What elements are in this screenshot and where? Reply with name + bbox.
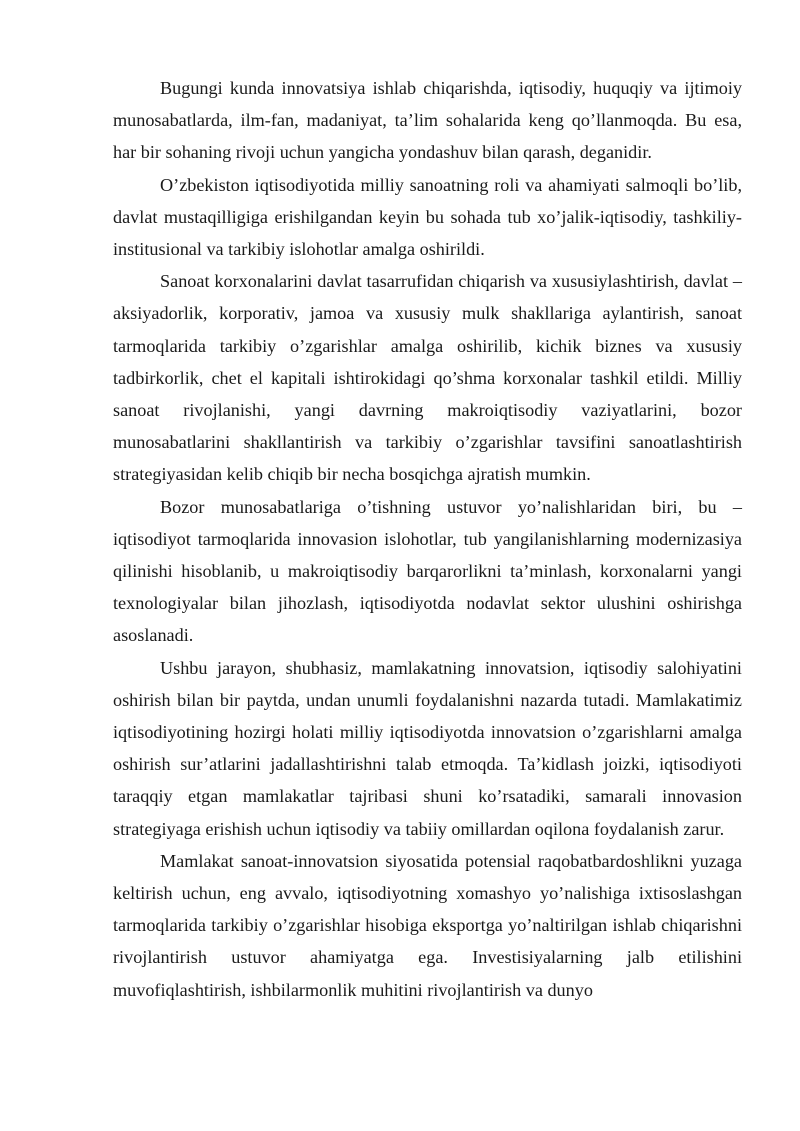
paragraph-3: Sanoat korxonalarini davlat tasarrufidan chiqarish va xususiylashtirish, davlat – aksiyadorlik, korporativ, jamoa va xususiy mulk shakllariga aylantirish, sanoat tarmoqlarida tarkibiy o’zgarishlar amalga oshirilib, kichik biznes va xususiy tadbirkorlik, chet el kapitali ishtirokidagi qo’shma korxonalar tashkil etildi. Milliy sanoat rivojlanishi, yangi davrning makroiqtisodiy vaziyatlarini, bozor munosabatlarini shakllantirish va tarkibiy o’zgarishlar tavsifini sanoatlashtirish strategiyasidan kelib chiqib bir necha bosqichga ajratish mumkin. [113, 271, 742, 485]
paragraph-2: O’zbekiston iqtisodiyotida milliy sanoatning roli va ahamiyati salmoqli bo’lib, davlat mustaqilligiga erishilgandan keyin bu sohada tub xo’jalik-iqtisodiy, tashkiliy- institusional va tarkibiy islohotlar amalga oshirildi. [113, 174, 742, 260]
paragraph-5: Ushbu jarayon, shubhasiz, mamlakatning innovatsion, iqtisodiy salohiyatini oshirish bilan bir paytda, undan unumli foydalanishni nazarda tutadi. Mamlakatimiz iqtisodiyotining hozirgi holati milliy iqtisodiyotda innovatsion o’zgarishlarni amalga oshirish sur’atlarini jadallashtirishni talab etmoqda. Ta’kidlash joizki, iqtisodiyoti taraqqiy etgan mamlakatlar tajribasi shuni ko’rsatadiki, samarali innovasion strategiyaga erishish uchun iqtisodiy va tabiiy omillardan oqilona foydalanish zarur. [113, 657, 742, 839]
document-page [113, 72, 742, 1006]
paragraph-1: Bugungi kunda innovatsiya ishlab chiqarishda, iqtisodiy, huquqiy va ijtimoiy munosabatlarda, ilm-fan, madaniyat, ta’lim sohalarida keng qo’llanmoqda. Bu esa, har bir sohaning rivoji uchun yangicha yondashuv bilan qarash, deganidir. [113, 78, 742, 163]
paragraph-6: Mamlakat sanoat-innovatsion siyosatida potensial raqobatbardoshlikni yuzaga keltirish uchun, eng avvalo, iqtisodiyotning xomashyo yo’nalishiga ixtisoslashgan tarmoqlarida tarkibiy o’zgarishlar hisobiga eksportga yo’naltirilgan ishlab chiqarishni rivojlantirish ustuvor ahamiyatga ega. Investisiyalarning jalb etilishini muvofiqlashtirish, ishbilarmonlik muhitini rivojlantirish va dunyo [113, 850, 742, 1000]
paragraph-4: Bozor munosabatlariga o’tishning ustuvor yo’nalishlaridan biri, bu – iqtisodiyot tarmoqlarida innovasion islohotlar, tub yangilanishlarning modernizasiya qilinishi hisoblanib, u makroiqtisodiy barqarorlikni ta’minlash, korxonalarni yangi texnologiyalar bilan jihozlash, iqtisodiyotda nodavlat sektor ulushini oshirishga asoslanadi. [113, 496, 742, 646]
